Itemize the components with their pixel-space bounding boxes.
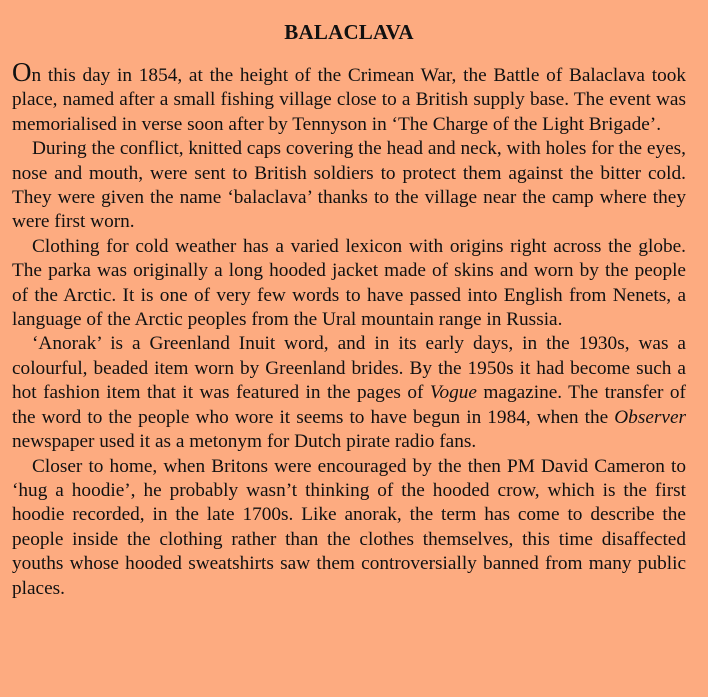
paragraph-4-text-a: ‘Anorak’ is a Greenland Inuit word, and in its early days, in the 1930s, was a colourful, beaded item worn by Greenland brides. By the 1950s it had become such a hot fashion item that it was featured in the pages of <box>12 333 686 404</box>
paragraph-1 <box>12 57 686 137</box>
article <box>12 18 686 601</box>
drop-cap: O <box>12 57 32 87</box>
paragraph-4-text-c: newspaper used it as a metonym for Dutch pirate radio fans. <box>12 431 477 453</box>
observer-italic: Observer <box>614 406 686 428</box>
paragraph-1-text: n this day in 1854, at the height of the Crimean War, the Battle of Balaclava took place, named after a small fishing village close to a British supply base. The event was memorialised in verse soon after by Tennyson in ‘The Charge of the Light Brigade’. <box>12 65 686 135</box>
paragraph-3: Clothing for cold weather has a varied lexicon with origins right across the globe. The parka was originally a long hooded jacket made of skins and worn by the people of the Arctic. It is one of very few words to have passed into English from Nenets, a language of the Arctic peoples from the Ural mountain range in Russia. <box>12 235 686 331</box>
paragraph-5: Closer to home, when Britons were encouraged by the then PM David Cameron to ‘hug a hoodie’, he probably wasn’t thinking of the hooded crow, which is the first hoodie recorded, in the late 1700s. Like anorak, the term has come to describe the people inside the clothing rather than the clothes themselves, this time disaffected youths whose hooded sweatshirts saw them controversially banned from many public places. <box>12 455 686 599</box>
paragraph-4-text-b: magazine. The transfer of the word to the people who wore it seems to have begun in 1984, when the <box>12 382 686 428</box>
article-title: BALACLAVA <box>284 20 414 44</box>
paragraph-4 <box>12 332 686 454</box>
vogue-italic: Vogue <box>429 382 477 404</box>
paragraph-2: During the conflict, knitted caps covering the head and neck, with holes for the eyes, nose and mouth, were sent to British soldiers to protect them against the bitter cold. They were given the name ‘balaclava’ thanks to the village near the camp where they were first worn. <box>12 138 686 233</box>
